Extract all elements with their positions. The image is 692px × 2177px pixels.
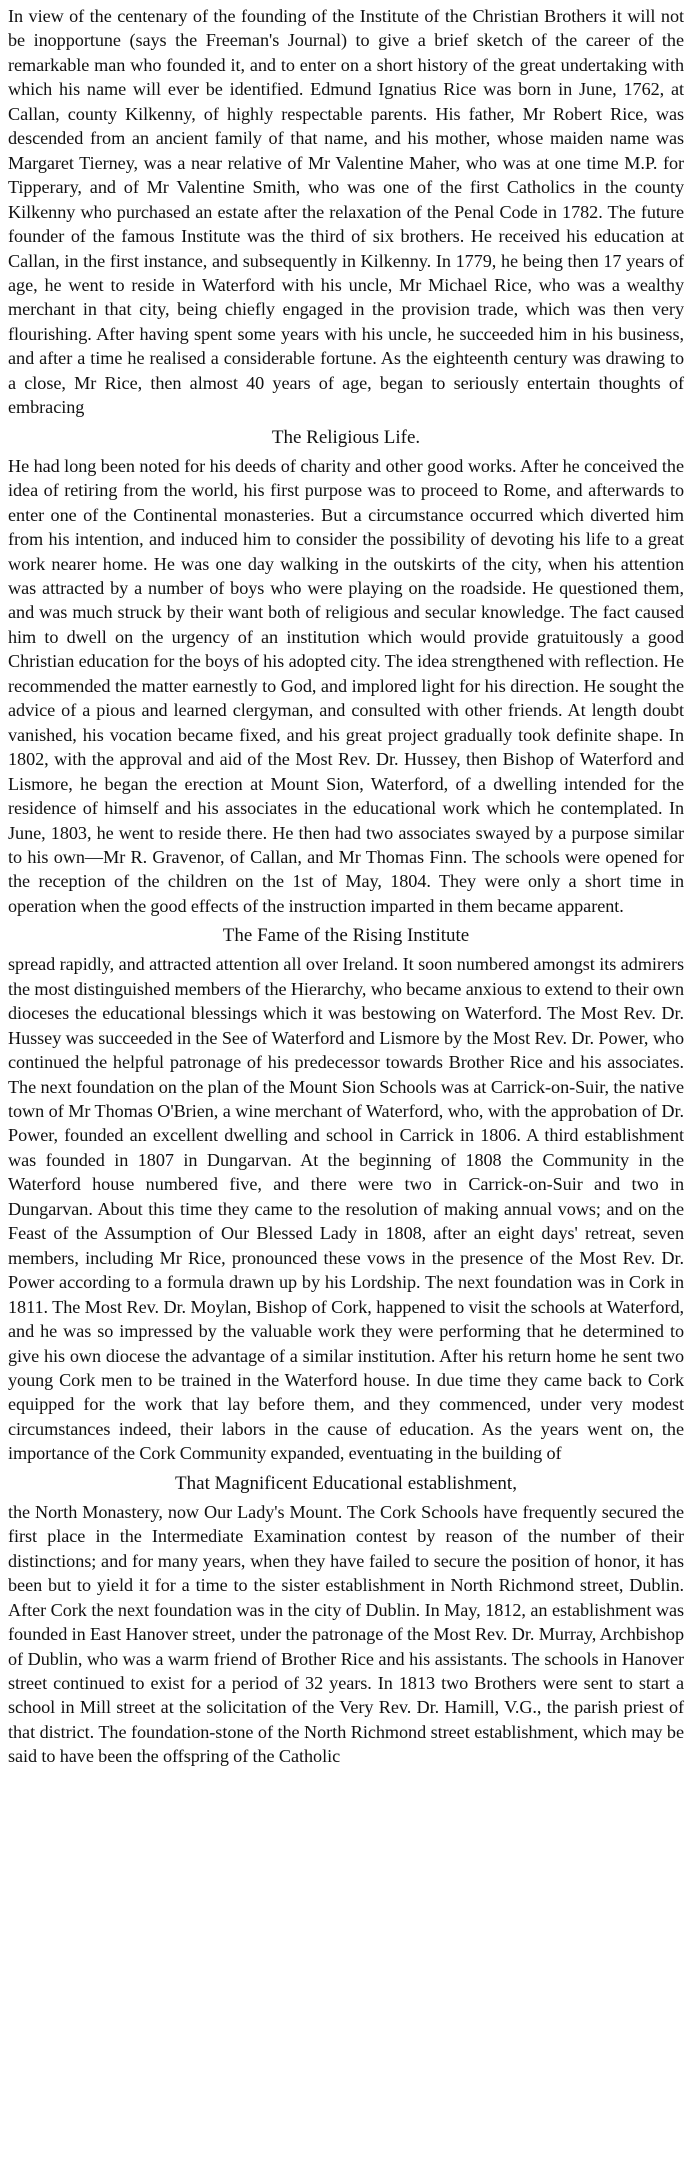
subheading-educational-establishment: That Magnificent Educational establishment, (175, 1472, 517, 1494)
article-paragraph-2: He had long been noted for his deeds of charity and other good works. After he conceived the idea of retiring from the world, his first purpose was to proceed to Rome, and afterwards to enter one of the Continental monasteries. But a circumstance occurred which diverted him from his intention, and induced him to consider the possibility of devoting his life to a great work nearer home. He was one day walking in the outskirts of the city, when his attention was attracted by a number of boys who were playing on the roadside. He questioned them, and was much struck by their want both of religious and secular knowledge. The fact caused him to dwell on the urgency of an institution which would provide gratuitously a good Christian education for the boys of his adopted city. The idea strengthened with reflection. He recommended the matter earnestly to God, and implored light for his direction. He sought the advice of a pious and learned clergyman, and consulted with other friends. At length doubt vanished, his vocation became fixed, and his great project gradually took definite shape. In 1802, with the approval and aid of the Most Rev. Dr. Hussey, then Bishop of Waterford and Lismore, he began the erection at Mount Sion, Waterford, of a dwelling intended for the residence of himself and his associates in the educational work which he contemplated. In June, 1803, he went to reside there. He then had two associates swayed by a purpose similar to his own—Mr R. Gravenor, of Callan, and Mr Thomas Finn. The schools were opened for the reception of the children on the 1st of May, 1804. They were only a short time in operation when the good effects of the instruction imparted in them became apparent. (8, 455, 684, 916)
subheading-fame-of-institute: The Fame of the Rising Institute (222, 925, 470, 947)
article-paragraph-1: In view of the centenary of the founding of the Institute of the Christian Brothers it will not be inopportune (says the Freeman's Journal) to give a brief sketch of the career of the remarkable man who founded it, and to enter on a short history of the great undertaking with which his name will ever be identified. Edmund Ignatius Rice was born in June, 1762, at Callan, county Kilkenny, of highly respectable parents. His father, Mr Robert Rice, was descended from an ancient family of that name, and his mother, whose maiden name was Margaret Tierney, was a near relative of Mr Valentine Maher, who was at one time M.P. for Tipperary, and of Mr Valentine Smith, who was one of the first Catholics in the county Kilkenny who purchased an estate after the relaxation of the Penal Code in 1782. The future founder of the famous Institute was the third of six brothers. He received his education at Callan, in the first instance, and subsequently in Kilkenny. In 1779, he being then 17 years of age, he went to reside in Waterford with his uncle, Mr Michael Rice, who was a wealthy merchant in that city, being chiefly engaged in the provision trade, which was then very flourishing. After having spent some years with his uncle, he succeeded him in his business, and after a time he realised a considerable fortune. As the eighteenth century was drawing to a close, Mr Rice, then almost 40 years of age, began to seriously entertain thoughts of embracing (8, 6, 684, 418)
subheading-religious-life: The Religious Life. (271, 426, 421, 448)
article-paragraph-4: the North Monastery, now Our Lady's Mount. The Cork Schools have frequently secured the first place in the Intermediate Examination contest by reason of the number of their distinctions; and for many years, when they have failed to secure the position of honor, it has been but to yield it for a time to the sister establishment in North Richmond street, Dublin. After Cork the next foundation was in the city of Dublin. In May, 1812, an establishment was founded in East Hanover street, under the patronage of the Most Rev. Dr. Murray, Archbishop of Dublin, who was a warm friend of Brother Rice and his assistants. The schools in Hanover street continued to exist for a period of 32 years. In 1813 two Brothers were sent to start a school in Mill street at the solicitation of the Very Rev. Dr. Hamill, V.G., the parish priest of that district. The foundation-stone of the North Richmond street establishment, which may be said to have been the offspring of the Catholic (8, 1501, 684, 1767)
article-paragraph-3: spread rapidly, and attracted attention all over Ireland. It soon numbered amongst its admirers the most distinguished members of the Hierarchy, who became anxious to extend to their own dioceses the educational blessings which it was bestowing on Waterford. The Most Rev. Dr. Hussey was succeeded in the See of Waterford and Lismore by the Most Rev. Dr. Power, who continued the helpful patronage of his predecessor towards Brother Rice and his associates. The next foundation on the plan of the Mount Sion Schools was at Carrick-on-Suir, the native town of Mr Thomas O'Brien, a wine merchant of Waterford, who, with the approbation of Dr. Power, founded an excellent dwelling and school in Carrick in 1806. A third establishment was founded in 1807 in Dungarvan. At the beginning of 1808 the Community in the Waterford house numbered five, and there were two in Carrick-on-Suir and two in Dungarvan. About this time they came to the resolution of making annual vows; and on the Feast of the Assumption of Our Blessed Lady in 1808, after an eight days' retreat, seven members, including Mr Rice, pronounced these vows in the presence of the Most Rev. Dr. Power according to a formula drawn up by his Lordship. The next foundation was in Cork in 1811. The Most Rev. Dr. Moylan, Bishop of Cork, happened to visit the schools at Waterford, and he was so impressed by the valuable work they were performing that he determined to give his own diocese the advantage of a similar institution. After his return home he sent two young Cork men to be trained in the Waterford house. In due time they came back to Cork equipped for the work that lay before them, and they commenced, under very modest circumstances indeed, their labors in the cause of education. As the years went on, the importance of the Cork Community expanded, eventuating in the building of (8, 954, 684, 1464)
